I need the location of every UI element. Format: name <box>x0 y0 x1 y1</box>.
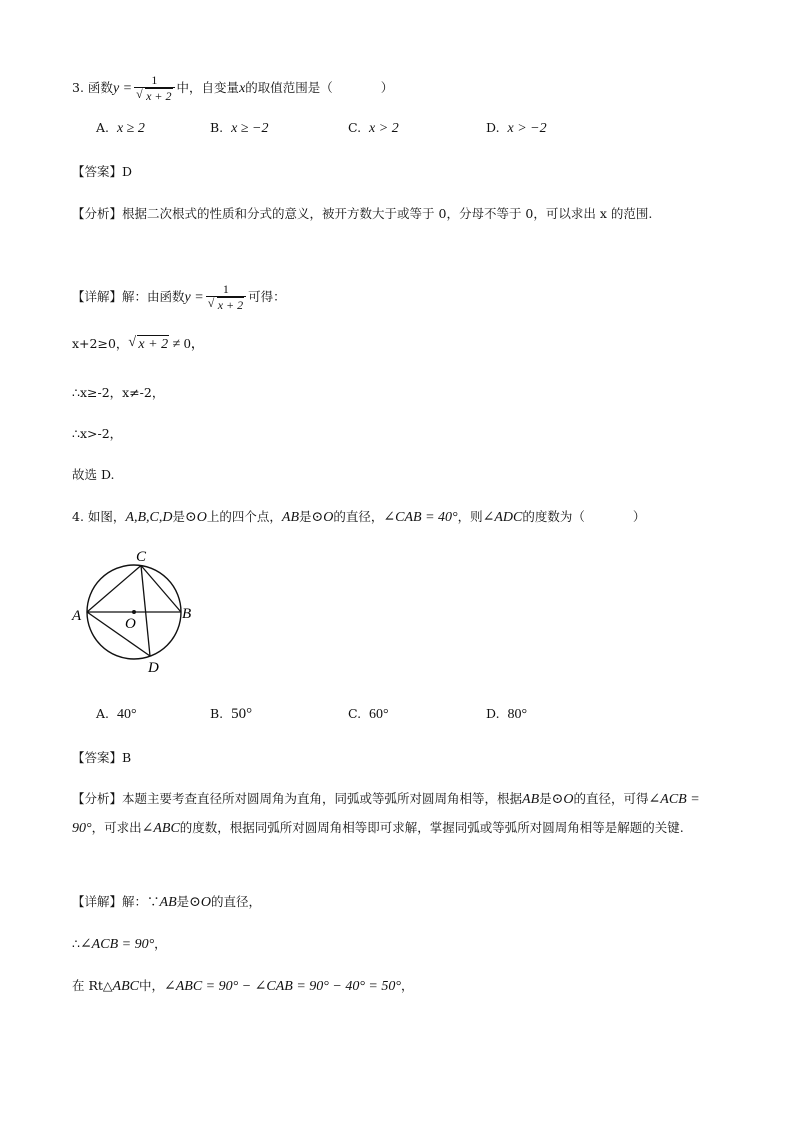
q3-step-2: ∴x≥-2，x≠-2， <box>72 385 165 400</box>
q4-option-a: A. 40° <box>96 706 137 722</box>
label-c: C <box>136 549 147 565</box>
segment-cd <box>141 566 150 657</box>
q3-step-3: ∴x>-2， <box>72 426 123 441</box>
segment-ad <box>87 612 150 656</box>
q3-option-d: D. x > −2 <box>486 120 547 136</box>
label-d: D <box>148 660 159 676</box>
q4-analysis: 【分析】本题主要考查直径所对圆周角为直角，同弧或等弧所对圆周角相等，根据AB是⊙O的直径，可得∠ACB = 90°，可求出∠ABC的度数，根据同弧所对圆周角相等即可求解，掌握同弧或等弧所对圆周角相等是解题的关键. <box>72 791 700 836</box>
q4-number: 4. <box>72 509 84 524</box>
q3-func-lhs: y = <box>112 81 133 96</box>
q4-option-d: D. 80° <box>486 706 528 722</box>
q3-analysis: 【分析】根据二次根式的性质和分式的意义，被开方数大于或等于 0，分母不等于 0，可以求出 x 的范围. <box>72 206 653 221</box>
q3-option-b: B. x ≥ −2 <box>210 120 269 136</box>
q3-answer: 【答案】D <box>72 164 133 179</box>
q4-option-c: C. 60° <box>348 706 389 722</box>
q4-option-b: B. 50° <box>210 706 253 722</box>
q3-stem: 3. 函数y = 1 √ x + 2 中，自变量x的取值范围是（ ） <box>72 74 393 103</box>
q4-detail-1: 【详解】解：∵AB是⊙O的直径， <box>72 894 262 910</box>
q3-option-a: A. x ≥ 2 <box>96 120 145 136</box>
center-point <box>132 610 136 614</box>
q4-answer: 【答案】B <box>72 750 132 765</box>
q3-number: 3. <box>72 80 84 95</box>
q4-detail-2: ∴∠ACB = 90°， <box>72 936 167 952</box>
label-a: A <box>72 608 82 624</box>
q4-circle-figure <box>64 548 204 678</box>
q4-detail-3: 在 Rt△ABC中，∠ABC = 90° − ∠CAB = 90° − 40° = 50°， <box>72 978 414 994</box>
q3-step-4: 故选 D. <box>72 467 115 482</box>
q3-fraction: 1 √ x + 2 <box>134 74 174 103</box>
segment-ac <box>87 566 141 613</box>
q3-option-c: C. x > 2 <box>348 120 399 136</box>
q3-detail-intro: 【详解】解：由函数y = 1 √ x + 2 可得： <box>72 283 286 312</box>
q4-stem: 4. 如图，A,B,C,D是⊙O上的四个点，AB是⊙O的直径，∠CAB = 40°，则∠ADC的度数为（ ） <box>72 509 646 525</box>
label-b: B <box>182 606 192 622</box>
q3-step-1: x+2≥0，√ x + 2 ≠ 0， <box>72 335 205 354</box>
label-o: O <box>125 616 136 632</box>
